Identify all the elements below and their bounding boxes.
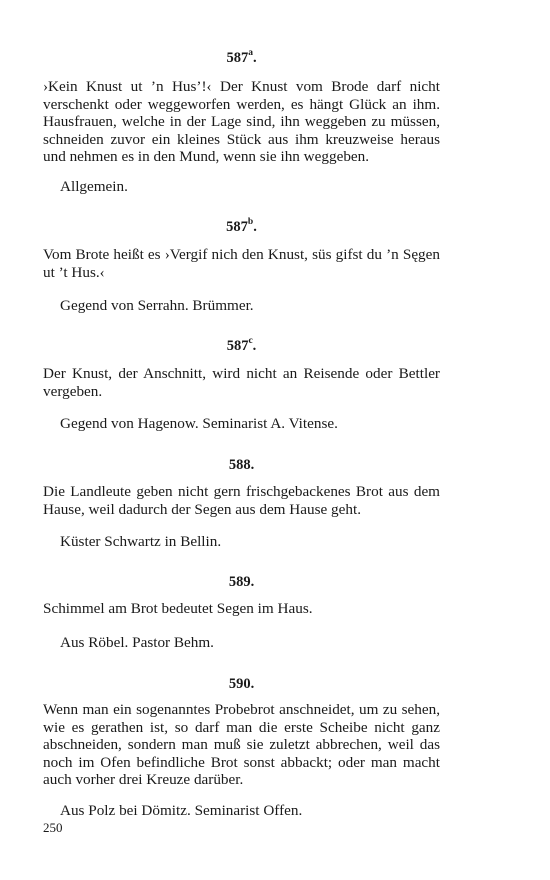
entry-text-587c: Der Knust, der Anschnitt, wird nicht an Reisende oder Bettler vergeben. — [43, 365, 440, 400]
entry-source-587b: Gegend von Serrahn. Brümmer. — [60, 297, 254, 314]
entry-number-587a: 587$^a$. — [226, 48, 257, 66]
entry-text-587b: Vom Brote heißt es ›Vergif nich den Knust, süs gifst du ’n Sęgen ut ’t Hus.‹ — [43, 246, 440, 281]
entry-number-587c: 587$^c$. — [226, 336, 257, 354]
page-number: 250 — [43, 820, 63, 835]
entry-text-587a: ›Kein Knust ut ’n Hus’!‹ Der Knust vom Brode darf nicht verschenkt oder weggeworfen werden, es hängt Glück an ihm. Hausfrauen, welche in der Lage sind, ihn weggeben zu müssen, schneiden zuvor ein kleines Stück aus ihm kreuzweise heraus und nehmen es in den Mund, wenn sie ihn weggeben. — [43, 78, 440, 166]
entry-source-587a: Allgemein. — [60, 178, 128, 195]
entry-source-590: Aus Polz bei Dömitz. Seminarist Offen. — [60, 802, 303, 819]
entry-number-588: 588. — [228, 457, 255, 473]
entry-number-589: 589. — [228, 574, 255, 590]
entry-source-589: Aus Röbel. Pastor Behm. — [60, 634, 214, 651]
entry-text-589: Schimmel am Brot bedeutet Segen im Haus. — [43, 600, 313, 617]
entry-number-587b: 587$^b$. — [226, 217, 257, 235]
entry-text-590: Wenn man ein sogenanntes Probebrot anschneidet, um zu sehen, wie es gerathen ist, so darf man die erste Scheibe nicht ganz abschneiden, sondern man muß sie zuletzt abbrechen, weil das noch im Ofen befindliche Brot sonst abbackt; oder man macht auch vorher drei Kreuze darüber. — [43, 701, 440, 789]
entry-source-588: Küster Schwartz in Bellin. — [60, 533, 222, 550]
entry-source-587c: Gegend von Hagenow. Seminarist A. Vitense. — [60, 415, 338, 432]
entry-text-588: Die Landleute geben nicht gern frischgebackenes Brot aus dem Hause, weil dadurch der Segen aus dem Hause geht. — [43, 483, 440, 518]
book-page — [43, 0, 440, 880]
entry-number-590: 590. — [228, 676, 255, 692]
